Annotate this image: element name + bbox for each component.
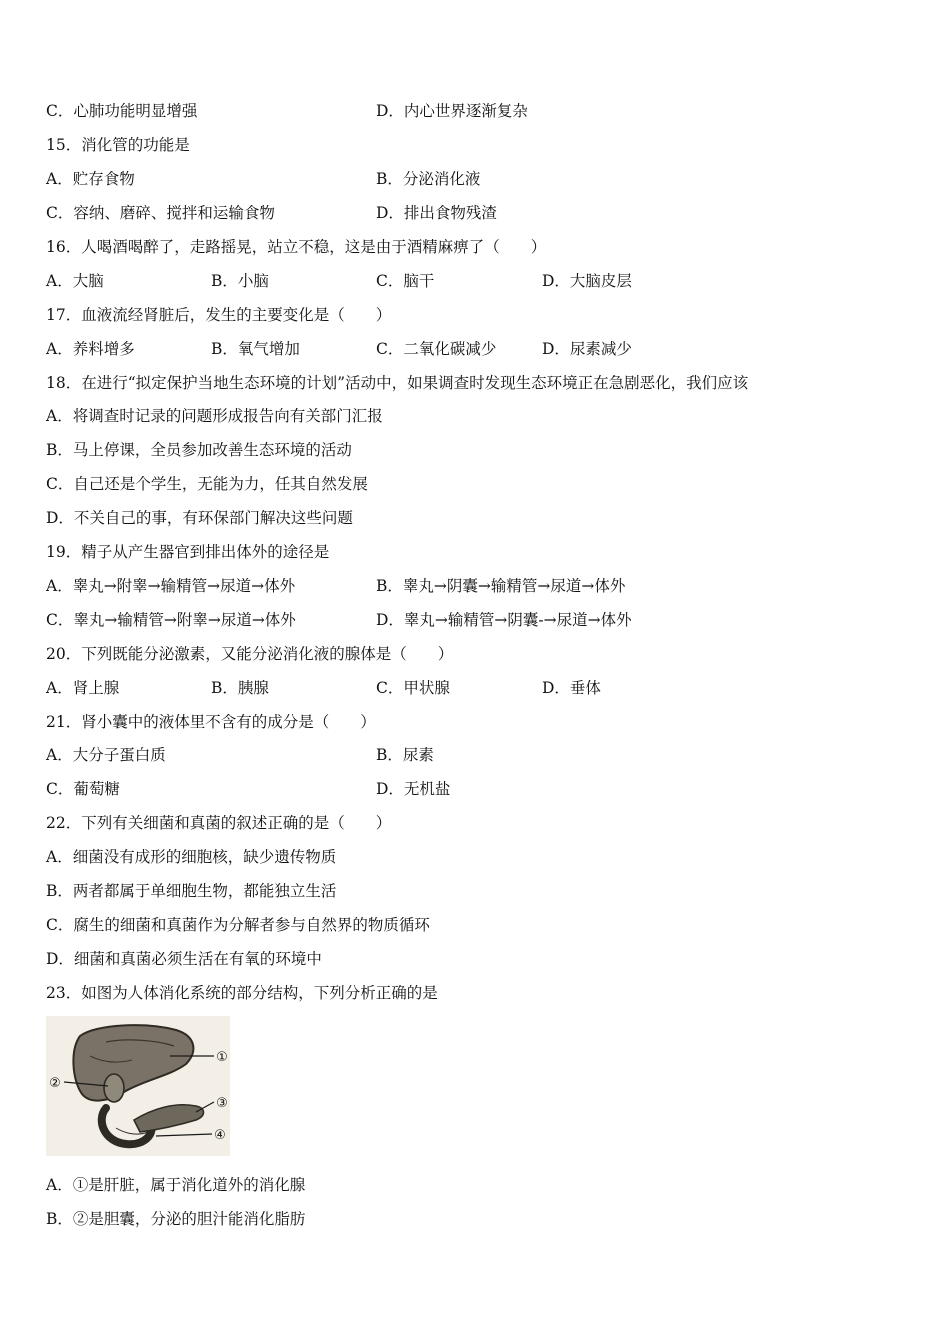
q23-option-b: B．②是胆囊，分泌的胆汁能消化脂肪	[46, 1210, 306, 1228]
q18-option-b: B．马上停课，全员参加改善生态环境的活动	[46, 441, 352, 459]
q21-option-a: A．大分子蛋白质	[46, 746, 166, 764]
q19-option-d: D．睾丸→输精管→阴囊-→尿道→体外	[376, 611, 632, 629]
q16-stem: 16．人喝酒喝醉了，走路摇晃，站立不稳，这是由于酒精麻痹了（ ）	[46, 238, 547, 256]
label-1: ①	[216, 1050, 228, 1065]
q15-stem: 15．消化管的功能是	[46, 136, 190, 154]
q22-option-a: A．细菌没有成形的细胞核，缺少遗传物质	[46, 848, 337, 866]
label-4: ④	[214, 1128, 226, 1143]
q14-option-d: D．内心世界逐渐复杂	[376, 102, 528, 120]
q20-option-d: D．垂体	[542, 679, 601, 697]
q22-option-c: C．腐生的细菌和真菌作为分解者参与自然界的物质循环	[46, 916, 430, 934]
q20-option-c: C．甲状腺	[376, 679, 450, 697]
q18-stem: 18．在进行“拟定保护当地生态环境的计划”活动中，如果调查时发现生态环境正在急剧恶化，我们应该	[46, 374, 749, 392]
q20-option-a: A．肾上腺	[46, 679, 120, 697]
q19-option-c: C．睾丸→输精管→附睾→尿道→体外	[46, 611, 296, 629]
q21-stem: 21．肾小囊中的液体里不含有的成分是（ ）	[46, 713, 376, 731]
q17-option-d: D．尿素减少	[542, 340, 632, 358]
q20-stem: 20．下列既能分泌激素，又能分泌消化液的腺体是（ ）	[46, 645, 454, 663]
q19-stem: 19．精子从产生器官到排出体外的途径是	[46, 543, 330, 561]
q15-option-d: D．排出食物残渣	[376, 204, 497, 222]
q22-option-b: B．两者都属于单细胞生物，都能独立生活	[46, 882, 337, 900]
q19-option-a: A．睾丸→附睾→输精管→尿道→体外	[46, 577, 296, 595]
label-2: ②	[49, 1076, 61, 1091]
q18-option-a: A．将调查时记录的问题形成报告向有关部门汇报	[46, 407, 383, 425]
q21-option-c: C．葡萄糖	[46, 780, 120, 798]
q15-option-b: B．分泌消化液	[376, 170, 481, 188]
q19-option-b: B．睾丸→阴囊→输精管→尿道→体外	[376, 577, 626, 595]
q14-option-c: C．心肺功能明显增强	[46, 102, 198, 120]
q16-option-c: C．脑干	[376, 272, 435, 290]
label-3: ③	[216, 1096, 228, 1111]
q16-option-a: A．大脑	[46, 272, 104, 290]
q22-option-d: D．细菌和真菌必须生活在有氧的环境中	[46, 950, 322, 968]
q16-option-d: D．大脑皮层	[542, 272, 632, 290]
q22-stem: 22．下列有关细菌和真菌的叙述正确的是（ ）	[46, 814, 392, 832]
q23-stem: 23．如图为人体消化系统的部分结构，下列分析正确的是	[46, 984, 438, 1002]
q17-stem: 17．血液流经肾脏后，发生的主要变化是（ ）	[46, 306, 392, 324]
q18-option-c: C．自己还是个学生，无能为力，任其自然发展	[46, 475, 368, 493]
q17-option-a: A．养料增多	[46, 340, 135, 358]
q18-option-d: D．不关自己的事，有环保部门解决这些问题	[46, 509, 353, 527]
q21-option-d: D．无机盐	[376, 780, 451, 798]
q16-option-b: B．小脑	[211, 272, 269, 290]
q17-option-c: C．二氧化碳减少	[376, 340, 497, 358]
digestive-system-figure	[46, 1016, 230, 1156]
q21-option-b: B．尿素	[376, 746, 434, 764]
q20-option-b: B．胰腺	[211, 679, 269, 697]
q15-option-c: C．容纳、磨碎、搅拌和运输食物	[46, 204, 275, 222]
digestive-system-illustration	[46, 1016, 230, 1156]
q15-option-a: A．贮存食物	[46, 170, 135, 188]
q17-option-b: B．氧气增加	[211, 340, 300, 358]
q23-option-a: A．①是肝脏，属于消化道外的消化腺	[46, 1176, 306, 1194]
